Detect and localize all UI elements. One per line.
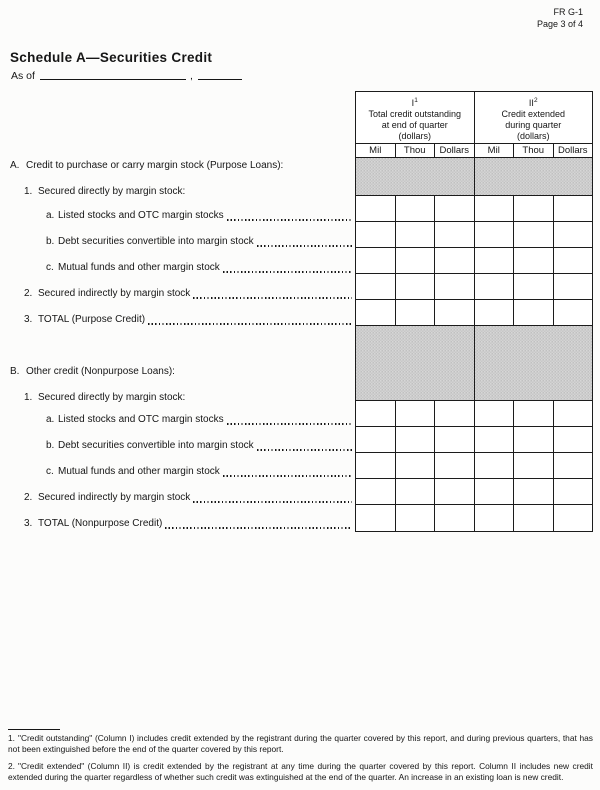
column-2-title-line3: (dollars) (516, 131, 550, 141)
entry-row-b1b (356, 427, 592, 453)
item-number: 2. (24, 492, 33, 503)
entry-cell[interactable] (396, 222, 436, 247)
item-a2 (24, 288, 353, 300)
entry-cell[interactable] (435, 300, 475, 325)
item-number: A. (10, 160, 20, 171)
entry-cell[interactable] (356, 222, 396, 247)
shaded-no-entry-band (356, 158, 592, 196)
item-label: Debt securities convertible into margin stock (58, 236, 254, 247)
item-a1-heading (24, 186, 353, 198)
column-1-title-line1: Total credit outstanding (368, 109, 462, 119)
entry-cell[interactable] (356, 274, 396, 299)
footnote-1 (8, 733, 593, 755)
item-label: Secured directly by margin stock: (38, 186, 186, 197)
entry-row-a1a (356, 196, 592, 222)
entry-cell[interactable] (514, 300, 554, 325)
subcol-dollars: Dollars (435, 144, 475, 157)
entry-cell[interactable] (514, 401, 554, 426)
entry-cell[interactable] (435, 222, 475, 247)
entry-cell[interactable] (396, 274, 436, 299)
entry-cell[interactable] (514, 427, 554, 452)
entry-cell[interactable] (475, 274, 515, 299)
column-2-title-line2: during quarter (505, 120, 562, 130)
footnote-2-text: "Credit extended" (Column II) is credit extended by the registrant at any time during the quarter covered by this report. Column II includes new credit extended during the quarter regardless of whether such credit was extinguished at the end of the quarter. An increase in an existing loan is new credit. (8, 761, 593, 783)
entry-cell[interactable] (554, 274, 593, 299)
entry-cell[interactable] (475, 401, 515, 426)
entry-cell[interactable] (514, 453, 554, 478)
entry-cell[interactable] (396, 248, 436, 273)
entry-cell[interactable] (554, 479, 593, 504)
item-number: 3. (24, 314, 33, 325)
shaded-no-entry-band (356, 326, 592, 401)
item-label: TOTAL (Nonpurpose Credit) (38, 518, 163, 529)
item-number: 1. (24, 186, 33, 197)
item-number: c. (46, 262, 54, 273)
entry-cell[interactable] (475, 248, 515, 273)
dot-leader (257, 245, 352, 246)
entry-cell[interactable] (396, 479, 436, 504)
item-b1c (46, 466, 353, 478)
shaded-cell (356, 326, 475, 400)
dot-leader (193, 297, 352, 298)
entry-cell[interactable] (435, 196, 475, 221)
dot-leader (227, 219, 352, 220)
subcol-thou: Thou (514, 144, 554, 157)
column-2-numeral: $II^2$ (528, 97, 538, 108)
dot-leader (165, 527, 352, 528)
item-number: a. (46, 210, 55, 221)
item-number: 1. (24, 392, 33, 403)
item-number: b. (46, 440, 55, 451)
section-a-heading (10, 160, 353, 172)
item-label: Secured indirectly by margin stock (38, 492, 191, 503)
entry-cell[interactable] (356, 427, 396, 452)
item-a1b (46, 236, 353, 248)
dot-leader (223, 271, 352, 272)
column-group-1-header (356, 92, 475, 143)
entry-cell[interactable] (475, 427, 515, 452)
sub-header-row (356, 144, 592, 158)
item-number: c. (46, 466, 54, 477)
entry-cell[interactable] (396, 427, 436, 452)
entry-cell[interactable] (514, 196, 554, 221)
item-b1b (46, 440, 353, 452)
item-label: TOTAL (Purpose Credit) (38, 314, 146, 325)
entry-cell[interactable] (435, 453, 475, 478)
shaded-cell (356, 158, 475, 195)
subcol-mil: Mil (475, 144, 515, 157)
entry-cell[interactable] (514, 274, 554, 299)
shaded-cell (475, 158, 593, 195)
item-number: b. (46, 236, 55, 247)
entry-row-a3-total (356, 300, 592, 326)
dot-leader (227, 423, 352, 424)
column-2-title-line1: Credit extended (501, 109, 566, 119)
column-1-title-line2: at end of quarter (381, 120, 448, 130)
entry-cell[interactable] (554, 505, 593, 531)
entry-cell[interactable] (356, 453, 396, 478)
item-b2 (24, 492, 353, 504)
entry-cell[interactable] (475, 300, 515, 325)
as-of-label: As of (11, 70, 35, 82)
footnote-ref-2: 2 (533, 97, 538, 104)
footnote-2 (8, 761, 593, 783)
dot-leader (223, 475, 352, 476)
item-label: Secured directly by margin stock: (38, 392, 186, 403)
entry-cell[interactable] (435, 401, 475, 426)
column-1-title-line3: (dollars) (398, 131, 431, 141)
entry-cell[interactable] (435, 479, 475, 504)
item-label: Secured indirectly by margin stock (38, 288, 191, 299)
entry-row-a1b (356, 222, 592, 248)
footnote-ref-1: 1 (414, 97, 418, 104)
form-number: FR G-1 (553, 7, 583, 17)
entry-cell[interactable] (435, 505, 475, 531)
item-label: Credit to purchase or carry margin stock (Purpose Loans): (26, 160, 284, 171)
entry-row-b2 (356, 479, 592, 505)
entry-row-b3-total (356, 505, 592, 531)
footnote-1-text: "Credit outstanding" (Column I) includes credit extended by the registrant during the quarter covered by this report, and during previous quarters, that has not been extinguished before the end of the quarter covered by this report. (8, 733, 593, 755)
column-1-numeral: $I^1$ (411, 97, 418, 108)
as-of-line (11, 70, 242, 82)
entry-cell[interactable] (554, 453, 593, 478)
as-of-separator: , (189, 70, 193, 82)
item-label: Listed stocks and OTC margin stocks (58, 210, 224, 221)
item-b1a (46, 414, 353, 426)
entry-cell[interactable] (514, 222, 554, 247)
dot-leader (257, 449, 352, 450)
item-number: B. (10, 366, 20, 377)
entry-cell[interactable] (356, 479, 396, 504)
as-of-date-blank[interactable] (40, 71, 186, 80)
schedule-title: Schedule A—Securities Credit (10, 50, 213, 65)
entry-cell[interactable] (554, 401, 593, 426)
entry-cell[interactable] (554, 248, 593, 273)
entry-cell[interactable] (475, 222, 515, 247)
entry-cell[interactable] (475, 505, 515, 531)
entry-cell[interactable] (435, 274, 475, 299)
entry-cell[interactable] (396, 453, 436, 478)
footnote-separator (8, 729, 60, 730)
dot-leader (148, 323, 352, 324)
item-b3-total (24, 518, 353, 530)
item-b1-heading (24, 392, 353, 404)
item-number: 2. (24, 288, 33, 299)
item-label: Other credit (Nonpurpose Loans): (26, 366, 175, 377)
entry-cell[interactable] (475, 196, 515, 221)
entry-cell[interactable] (475, 453, 515, 478)
entry-cell[interactable] (514, 505, 554, 531)
entry-cell[interactable] (356, 196, 396, 221)
shaded-cell (475, 326, 593, 400)
entry-cell[interactable] (554, 427, 593, 452)
entry-cell[interactable] (396, 401, 436, 426)
column-group-header-row (356, 92, 592, 144)
item-label: Mutual funds and other margin stock (58, 466, 220, 477)
credit-table (355, 91, 593, 532)
column-group-2-header (475, 92, 593, 143)
entry-cell[interactable] (356, 300, 396, 325)
entry-cell[interactable] (435, 427, 475, 452)
entry-row-a1c (356, 248, 592, 274)
entry-cell[interactable] (554, 300, 593, 325)
section-b-heading (10, 366, 353, 378)
entry-row-b1c (356, 453, 592, 479)
entry-cell[interactable] (356, 505, 396, 531)
item-number: 3. (24, 518, 33, 529)
entry-cell[interactable] (356, 401, 396, 426)
doc-reference (537, 7, 583, 30)
item-label: Listed stocks and OTC margin stocks (58, 414, 224, 425)
item-label: Debt securities convertible into margin stock (58, 440, 254, 451)
entry-cell[interactable] (435, 248, 475, 273)
subcol-dollars: Dollars (557, 145, 588, 156)
item-a3-total (24, 314, 353, 326)
footnote-1-number: 1. (8, 733, 15, 743)
entry-cell[interactable] (554, 196, 593, 221)
entry-cell[interactable] (475, 479, 515, 504)
as-of-year-blank[interactable] (198, 71, 242, 80)
entry-cell[interactable] (356, 248, 396, 273)
footnote-2-number: 2. (8, 761, 15, 771)
subcol-mil: Mil (356, 144, 396, 157)
dot-leader (193, 501, 352, 502)
item-a1a (46, 210, 353, 222)
item-a1c (46, 262, 353, 274)
entry-row-a2 (356, 274, 592, 300)
subcol-thou: Thou (396, 144, 436, 157)
item-number: a. (46, 414, 55, 425)
entry-cell[interactable] (396, 196, 436, 221)
entry-row-b1a (356, 401, 592, 427)
entry-cell[interactable] (514, 248, 554, 273)
page-indicator: Page 3 of 4 (536, 18, 583, 29)
entry-cell[interactable] (514, 479, 554, 504)
entry-cell[interactable] (396, 300, 436, 325)
item-label: Mutual funds and other margin stock (58, 262, 220, 273)
entry-cell[interactable] (554, 222, 593, 247)
entry-cell[interactable] (396, 505, 436, 531)
